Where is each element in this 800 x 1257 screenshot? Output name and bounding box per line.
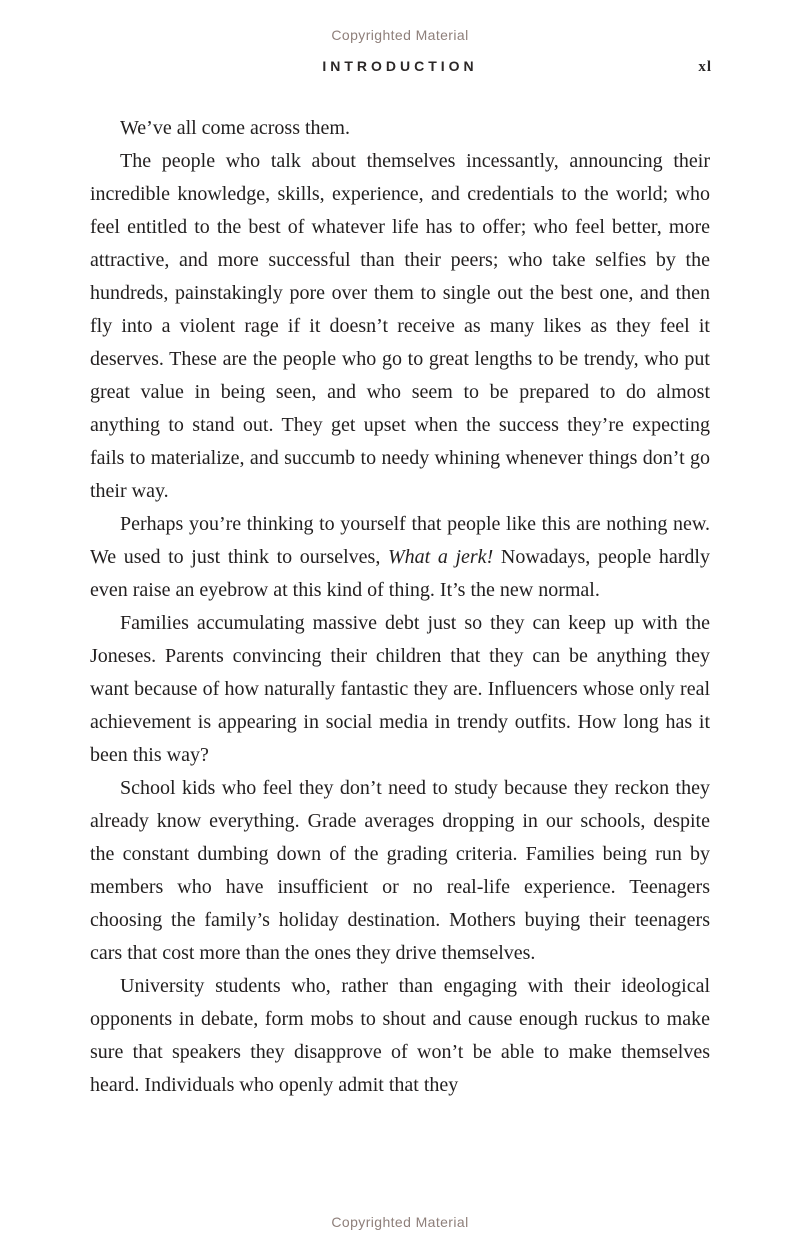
paragraph-4: Families accumulating massive debt just so they can keep up with the Joneses. Parents convincing their children that they can be anything they want because of how naturally fantastic they are. Influencers whose only real achievement is appearing in social media in trendy outfits. How long has it been this way? xyxy=(90,612,710,766)
chapter-title: INTRODUCTION xyxy=(322,58,478,74)
paragraph-3-after: Nowadays, people hardly even raise an eyebrow at this kind of thing. It’s the new normal. xyxy=(90,546,710,601)
paragraph-6: University students who, rather than engaging with their ideological opponents in debate, form mobs to shout and cause enough ruckus to make sure that speakers they disapprove of won’t be able to make themselves heard. Individuals who openly admit that they xyxy=(90,975,710,1096)
paragraph-1: We’ve all come across them. xyxy=(120,117,350,139)
copyright-notice-top: Copyrighted Material xyxy=(331,27,469,43)
copyright-notice-bottom: Copyrighted Material xyxy=(331,1214,469,1230)
paragraph-5: School kids who feel they don’t need to study because they reckon they already know everything. Grade averages dropping in our schools, despite the constant dumbing down of the grading criteria. Families being run by members who have insufficient or no real-life experience. Teenagers choosing the family’s holiday destination. Mothers buying their teenagers cars that cost more than the ones they drive themselves. xyxy=(90,777,710,964)
paragraph-3-italic-phrase: What a jerk! xyxy=(387,546,494,568)
body-text xyxy=(90,112,710,1102)
paragraph-3 xyxy=(90,508,710,607)
paragraph-3-before: Perhaps you’re thinking to yourself that people like this are nothing new. We used to just think to ourselves, xyxy=(90,513,710,568)
paragraph-2: The people who talk about themselves incessantly, announcing their incredible knowledge, skills, experience, and credentials to the world; who feel entitled to the best of whatever life has to offer; who feel better, more attractive, and more successful than their peers; who take selfies by the hundreds, painstakingly pore over them to single out the best one, and then fly into a violent rage if it doesn’t receive as many likes as they feel it deserves. These are the people who go to great lengths to be trendy, who put great value in being seen, and who seem to be prepared to do almost anything to stand out. They get upset when the success they’re expecting fails to materialize, and succumb to needy whining whenever things don’t go their way. xyxy=(90,150,710,502)
page-number: xl xyxy=(698,59,712,75)
running-head xyxy=(90,58,710,80)
